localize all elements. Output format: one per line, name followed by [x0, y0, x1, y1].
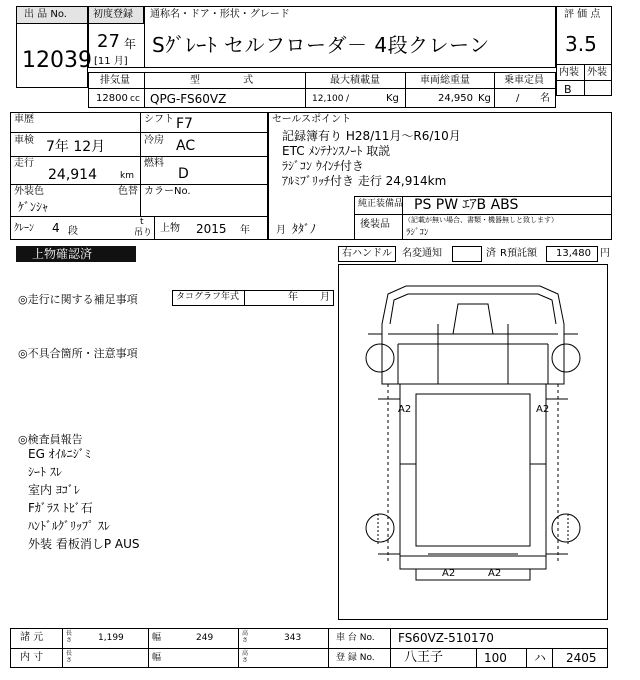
model-label: 型 式 [190, 75, 274, 86]
tacho-month-unit: 月 [320, 292, 330, 303]
reg-year-unit: 年 [124, 37, 137, 51]
interior-label: 内装 [559, 67, 579, 78]
info-row2 [10, 156, 268, 157]
spec-div2 [305, 72, 306, 108]
gvw-value: 24,950 [438, 93, 473, 104]
info-col2 [154, 216, 155, 240]
mount-year: 2015 [196, 222, 227, 236]
crane-label: ｸﾚｰﾝ [14, 223, 34, 234]
mileage-value: 24,914 [48, 167, 97, 183]
interior-grade: B [564, 83, 572, 96]
footer-d2 [148, 628, 149, 668]
capacity-label: 乗車定員 [504, 75, 544, 86]
height-value: 343 [284, 633, 302, 643]
travel-remarks-label: ◎走行に関する補足事項 [18, 293, 138, 306]
equip-left [354, 196, 355, 240]
crane-ton-t: t [140, 217, 144, 227]
aftermarket-note: （記載が無い場合、書類・機器無しと致します） [404, 216, 558, 224]
inner-height-label: 高さ [242, 650, 249, 664]
confirm-label: 上物確認済 [32, 247, 93, 261]
info-row3 [10, 184, 268, 185]
exterior-label: 外装 [587, 67, 607, 78]
reg-year: 27 [97, 31, 120, 52]
recycle-unit: 円 [600, 248, 610, 259]
inner-length-label: 長さ [66, 650, 73, 664]
gvw-label: 車両総重量 [420, 75, 470, 86]
chassis-value: FS60VZ-510170 [398, 631, 494, 645]
height-label: 高さ [242, 630, 249, 644]
footer-d7 [526, 648, 527, 668]
damage-mark-3: A2 [442, 568, 456, 579]
equip-value: PS PW ｴｱB ABS [414, 197, 519, 213]
lot-label: 出 品 No. [24, 9, 67, 20]
footer-d1 [62, 628, 63, 668]
reg-year-label: 初度登録 [93, 9, 133, 20]
footer-d6 [476, 648, 477, 668]
inspector-line-4: Fｶﾞﾗｽ ﾄﾋﾞ石 [28, 501, 93, 515]
color-replace-label: 色替 [118, 186, 138, 197]
equip-label: 純正装備品 [358, 199, 404, 209]
fuel-label: 燃料 [144, 158, 164, 169]
sales-point-2: ETC ﾒﾝﾃﾅﾝｽﾉｰﾄ 取説 [282, 144, 391, 158]
inner-width-label: 幅 [152, 653, 162, 663]
score-label: 評 価 点 [564, 9, 601, 20]
lot-number: 12039 [22, 48, 92, 73]
maxload-value: 12,100 [312, 94, 344, 104]
shift-label: シフト [144, 114, 174, 125]
gvw-unit: Kg [478, 93, 491, 104]
ac-value: AC [176, 138, 196, 154]
inner-label: 内 寸 [20, 652, 44, 663]
maxload-label: 最大積載量 [330, 75, 380, 86]
fuel-value: D [178, 166, 189, 182]
recycle-value: 13,480 [556, 248, 591, 259]
mount-label: 上物 [160, 223, 180, 234]
mount-month-unit: 月 [276, 225, 286, 236]
aftermarket-value: ﾗｼﾞｺﾝ [406, 228, 429, 238]
notice-label: 名変通知 [402, 248, 442, 259]
displacement-label: 排気量 [100, 75, 130, 86]
history-label: 車歴 [14, 114, 34, 125]
displacement-value: 12800 [96, 93, 128, 104]
handle-label: 右ハンドル [342, 248, 392, 259]
sales-point-4: ｱﾙﾐﾌﾞﾘｯﾁ付き 走行 24,914km [282, 174, 447, 188]
maxload-slash: / [346, 94, 350, 104]
capacity-value: / [516, 93, 520, 104]
name-label: 通称名・ドア・形状・グレード [150, 9, 290, 20]
color-value: ｹﾞﾝｼｬ [18, 200, 49, 214]
footer-d4 [328, 628, 329, 668]
maxload-unit: Kg [386, 93, 399, 104]
score-value: 3.5 [565, 32, 597, 56]
score-split2 [556, 80, 612, 81]
model-value: QPG-FS60VZ [150, 92, 227, 106]
tacho-div [244, 290, 245, 306]
crane-steps-unit: 段 [68, 226, 78, 237]
recycle-label: R預託額 [500, 248, 537, 259]
color-label: 外装色 [14, 186, 44, 197]
color-no-label: カラーNo. [144, 186, 191, 197]
displacement-unit: cc [130, 94, 140, 104]
footer-d8 [552, 648, 553, 668]
shaken-label: 車検 [14, 135, 34, 146]
reg-label: 登 録 No. [336, 653, 375, 663]
vehicle-title: Sｸﾞﾚｰﾄ セルフローダ－ 4段クレーン [152, 33, 490, 57]
inspector-line-3: 室内 ﾖｺﾞﾚ [28, 483, 80, 497]
aftermarket-label: 後装品 [360, 219, 390, 230]
spec-div3 [405, 72, 406, 108]
damage-mark-1: A2 [398, 404, 412, 415]
ac-label: 冷房 [144, 135, 164, 146]
reg-kana: ハ [534, 651, 547, 665]
defect-label: ◎不具合箇所・注意事項 [18, 347, 138, 360]
shaken-value: 7年 12月 [46, 139, 106, 155]
tacho-year-unit: 年 [288, 292, 298, 303]
info-col [140, 112, 141, 216]
mileage-label: 走行 [14, 158, 34, 169]
width-label: 幅 [152, 633, 162, 643]
dims-label: 諸 元 [20, 632, 44, 643]
footer-d5 [390, 628, 391, 668]
reg-month: [11 月] [94, 56, 128, 67]
reg-area: 八王子 [404, 650, 444, 665]
inspector-label: ◎検査員報告 [18, 433, 83, 446]
notice-checkbox [452, 246, 482, 262]
damage-mark-4: A2 [488, 568, 502, 579]
truck-diagram [338, 264, 608, 620]
spec-split [88, 88, 556, 89]
sales-point-3: ﾗｼﾞｺﾝ ｳｲﾝﾁ付き [282, 159, 364, 173]
inspector-line-1: EG ｵｲﾙﾆｼﾞﾐ [28, 447, 91, 461]
mount-year-unit: 年 [240, 225, 250, 236]
shift-value: F7 [176, 116, 193, 132]
crane-ton-unit: 吊り [134, 228, 153, 238]
inspector-line-2: ｼｰﾄ ｽﾚ [28, 465, 62, 479]
damage-mark-2: A2 [536, 404, 550, 415]
crane-steps: 4 [52, 221, 60, 235]
footer-split [10, 648, 608, 649]
mount-maker: ﾀﾀﾞﾉ [292, 222, 317, 236]
title-divider [144, 6, 145, 68]
capacity-unit: 名 [540, 93, 550, 104]
spec-div1 [144, 72, 145, 108]
sales-point-1: 記録簿有り H28/11月～R6/10月 [282, 129, 461, 143]
sales-label: セールスポイント [272, 114, 352, 125]
info-row1 [10, 132, 268, 133]
reg-class: 100 [484, 651, 507, 665]
width-value: 249 [196, 633, 214, 643]
reg-num: 2405 [566, 651, 597, 665]
recycle-prefix: 済 [486, 248, 496, 259]
footer-d3 [238, 628, 239, 668]
length-value: 1,199 [98, 633, 124, 643]
mileage-unit: km [120, 171, 134, 181]
chassis-label: 車 台 No. [336, 633, 375, 643]
info-row4 [10, 216, 268, 217]
inspector-line-5: ﾊﾝﾄﾞﾙｸﾞﾘｯﾌﾟ ｽﾚ [28, 519, 110, 533]
spec-div4 [494, 72, 495, 108]
inspector-line-6: 外装 看板消しP AUS [28, 537, 140, 551]
equip-mid [354, 214, 612, 215]
tacho-label: タコグラフ年式 [176, 292, 240, 302]
length-label: 長さ [66, 630, 73, 644]
